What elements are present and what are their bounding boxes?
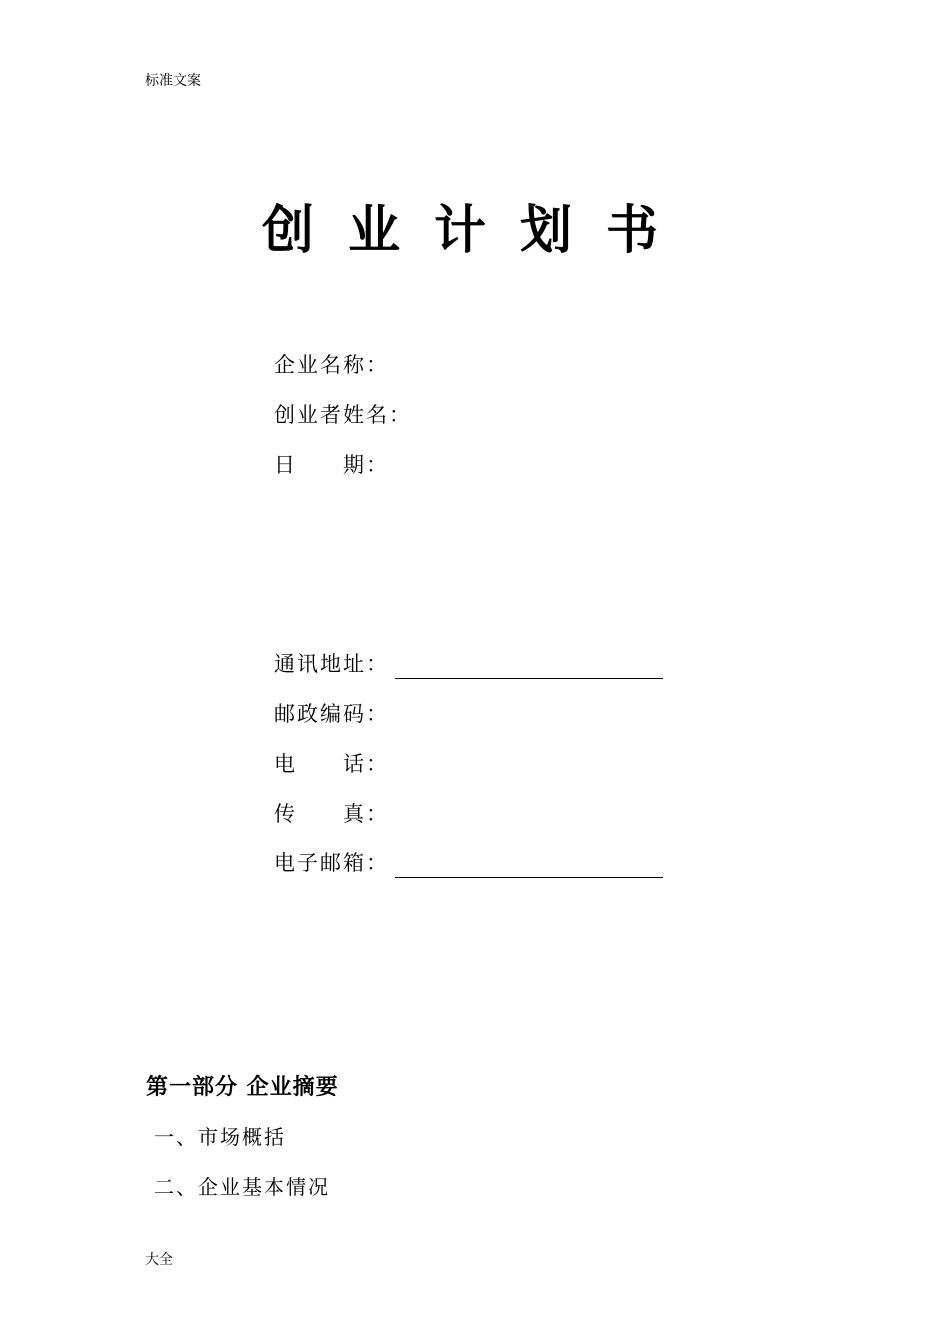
section-heading: 第一部分 企业摘要 — [146, 1074, 339, 1100]
document-title: 创业计划书 — [262, 200, 693, 261]
field-label: 电 话： — [274, 752, 389, 776]
fill-in-line[interactable] — [395, 654, 663, 679]
field-address — [274, 649, 663, 679]
field-fax — [274, 799, 389, 829]
field-label: 创业者姓名： — [274, 403, 412, 427]
page-footer: 大全 — [145, 1252, 173, 1268]
field-label: 通讯地址： — [274, 652, 389, 676]
field-label: 电子邮箱： — [274, 851, 389, 875]
field-label: 传 真： — [274, 802, 389, 826]
field-postal-code — [274, 699, 389, 729]
field-phone — [274, 749, 389, 779]
field-label: 邮政编码： — [274, 702, 389, 726]
page-header: 标准文案 — [145, 73, 201, 89]
field-email — [274, 848, 663, 878]
field-date — [274, 450, 389, 480]
field-founder-name — [274, 400, 412, 430]
field-company-name — [274, 350, 389, 380]
section-item: 二、企业基本情况 — [154, 1175, 330, 1199]
fill-in-line[interactable] — [395, 853, 663, 878]
field-label: 企业名称： — [274, 353, 389, 377]
field-label: 日 期： — [274, 453, 389, 477]
section-item: 一、市场概括 — [154, 1125, 286, 1149]
